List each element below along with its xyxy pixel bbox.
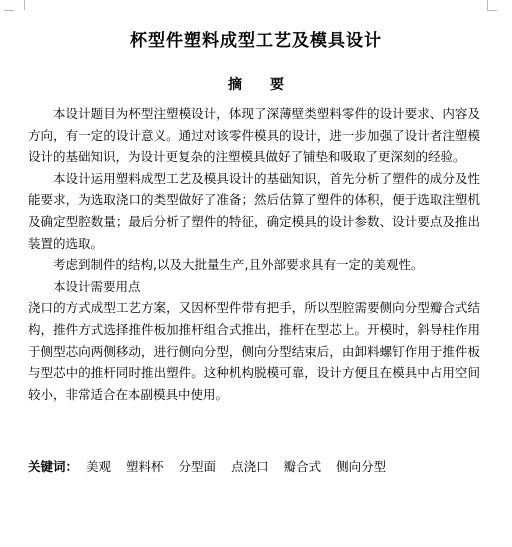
page-corner-mark-top-left <box>14 0 25 10</box>
keywords-label: 关键词： <box>28 459 79 474</box>
keywords-line <box>28 458 401 476</box>
keyword-item: 塑料杯 <box>126 459 164 474</box>
abstract-paragraph-3: 考虑到制件的结构,以及大批量生产,且外部要求具有一定的美观性。 <box>53 257 424 273</box>
page-corner-mark-top-right <box>487 0 498 10</box>
page-corner-mark-top-left-h <box>4 10 14 11</box>
abstract-paragraph-5: 浇口的方式成型工艺方案，又因杯型件带有把手，所以型腔需要侧向分型瓣合式结构，推件方式选择推件板加推杆组合式推出，推杆在型芯上。开模时，斜导柱作用于侧型芯向两侧移动，进行侧向分型，侧向分型结束后，由卸料螺钉作用于推件板与型芯中的推杆同时推出塑件。这种机构脱模可靠，设计方便且在模具中占用空间较小，非常适合在本副模具中使用。 <box>28 300 480 402</box>
keyword-item: 美观 <box>86 459 112 474</box>
keyword-item: 点浇口 <box>231 459 269 474</box>
abstract-paragraph-2: 本设计运用塑料成型工艺及模具设计的基础知识，首先分析了塑件的成分及性能要求，为选取浇口的类型做好了准备；然后估算了塑件的体积，便于选取注塑机及确定型腔数量；最后分析了塑件的特征，确定模具的设计参数、设计要点及推出装置的选取。 <box>28 170 480 251</box>
abstract-paragraph-4: 本设计需要用点 <box>53 278 141 294</box>
abstract-heading: 摘要 <box>228 77 312 93</box>
page-corner-mark-top-right-h <box>487 10 497 11</box>
abstract-body <box>28 103 480 405</box>
document-title: 杯型件塑料成型工艺及模具设计 <box>130 31 382 51</box>
keyword-item: 瓣合式 <box>283 459 322 474</box>
keyword-item: 分型面 <box>178 459 217 474</box>
abstract-paragraph-1: 本设计题目为杯型注塑模设计，体现了深薄壁类塑料零件的设计要求、内容及方向，有一定的设计意义。通过对该零件模具的设计，进一步加强了设计者注塑模设计的基础知识，为设计更复杂的注塑模具做好了铺垫和吸取了更深刻的经验。 <box>28 106 480 165</box>
keyword-item: 侧向分型 <box>336 459 387 474</box>
